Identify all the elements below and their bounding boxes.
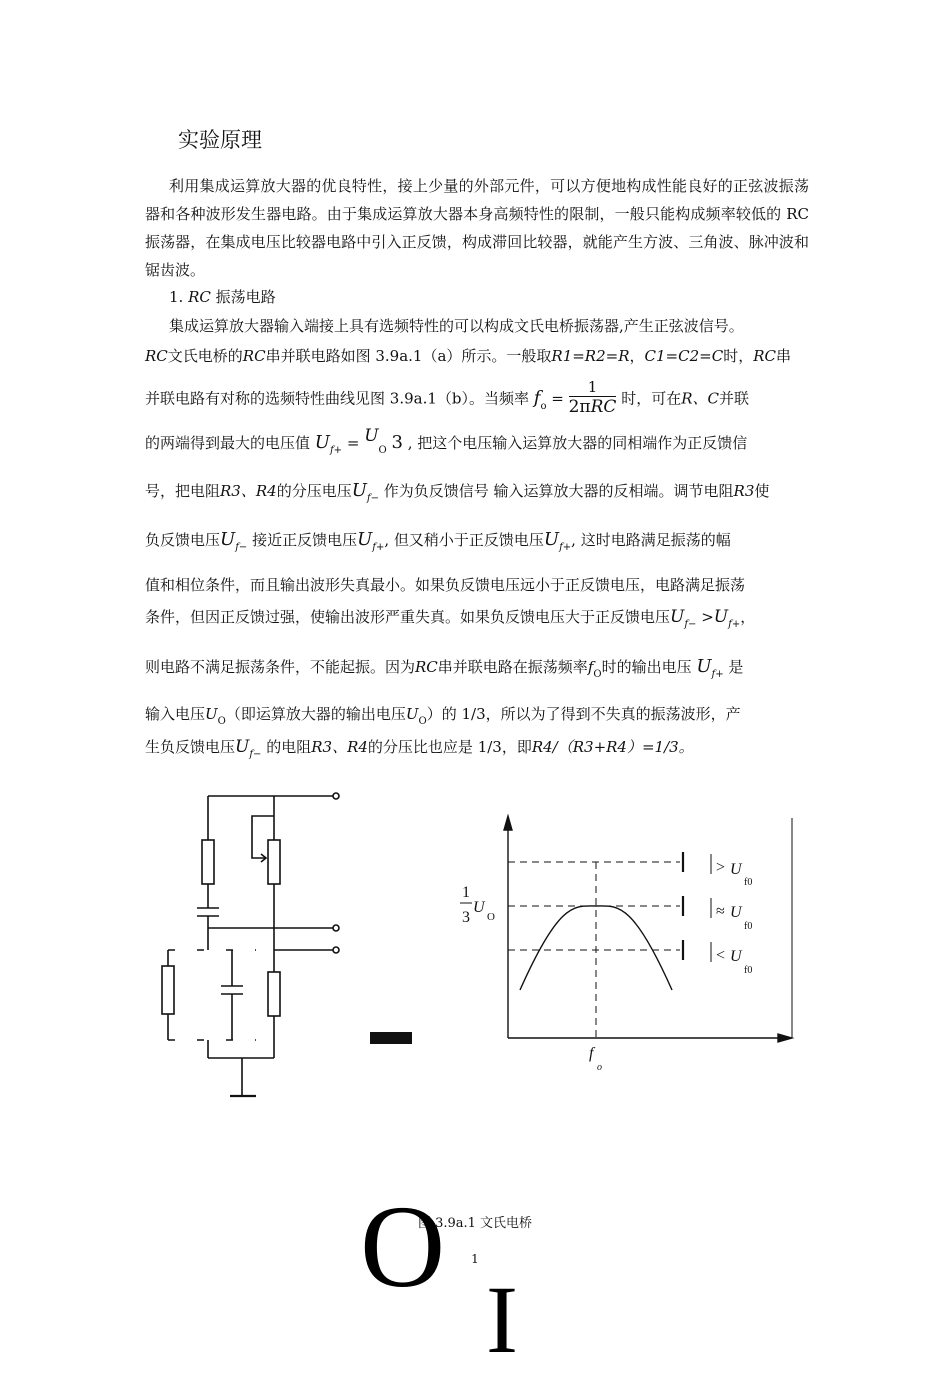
text-line-4: 的两端得到最大的电压值 $U_{f+}$ = U $_O$ 3 , 把这个电压输入运算放大器的同相端作为正反馈信 — [145, 426, 748, 456]
resistor-r2 — [162, 966, 174, 1014]
text-line-10: 输入电压$U_O$（即运算放大器的输出电压$U_O$）的 1/3，所以为了得到不失真的振荡波形，产 — [145, 705, 741, 727]
svg-text:≈: ≈ — [716, 903, 725, 920]
label-fo: f — [589, 1045, 594, 1062]
resistor-r1 — [202, 840, 214, 884]
label-u: U — [473, 899, 485, 916]
resistor-r4 — [268, 972, 280, 1016]
svg-text:f0: f0 — [744, 965, 753, 976]
label-one: 1 — [462, 884, 470, 901]
circuit-diagram — [162, 793, 339, 1096]
text-line-6: 负反馈电压$U_{f-}$ 接近正反馈电压$U_{f+}$, 但又稍小于正反馈电压$U_{f+}$, 这时电路满足振荡的幅 — [145, 529, 731, 553]
large-glyph-o: O — [360, 1181, 446, 1312]
text-line-3: 并联电路有对称的选频特性曲线见图 3.9a.1（b）。当频率 $f_o$ = $\frac{1}{\text{2πRC}}$ 时，可在R、C并联 — [145, 378, 750, 417]
u-over-3: U — [364, 426, 379, 446]
text-line-7: 值和相位条件，而且输出波形失真最小。如果负反馈电压远小于正反馈电压，电路满足振荡 — [145, 576, 746, 594]
page-number: 1 — [471, 1252, 479, 1266]
svg-text:>: > — [716, 859, 726, 876]
text-line-5: 号，把电阻R3、R4的分压电压$U_{f-}$ 作为负反馈信号 输入运算放大器的反相端。调节电阻R3使 — [145, 480, 770, 504]
label-three: 3 — [462, 909, 470, 926]
svg-text:U: U — [730, 904, 742, 921]
label-o: O — [487, 911, 495, 923]
large-glyph-i: I — [486, 1266, 518, 1373]
potentiometer-r3 — [268, 840, 280, 884]
figure-caption: 图 3.9a.1 文氏电桥 — [417, 1216, 533, 1231]
text-line-1: 集成运算放大器输入端接上具有选频特性的可以构成文氏电桥振荡器,产生正弦波信号。 — [169, 317, 744, 335]
svg-text:U: U — [730, 948, 742, 965]
intro-paragraph: 利用集成运算放大器的优良特性，接上少量的外部元件，可以方便地构成性能良好的正弦波振荡器和各种波形发生器电路。由于集成运算放大器本身高频特性的限制，一般只能构成频率较低的 RC 振荡器，在集成电压比较器电路中引入正反馈，构成滞回比较器，就能产生方波、三角波、脉冲波和锯齿波。 — [145, 177, 809, 279]
legend-approx — [711, 898, 752, 932]
subsection-title: 1. RC 振荡电路 — [169, 288, 276, 306]
frequency-response-graph — [460, 816, 792, 1073]
frequency-fraction: $\frac{1}{\text{2πRC}}$ — [568, 378, 617, 417]
text-line-9: 则电路不满足振荡条件，不能起振。因为RC串并联电路在振荡频率$f_O$时的输出电压 $U_{f+}$ 是 — [145, 656, 744, 680]
section-heading: 实验原理 — [178, 128, 262, 152]
black-bar — [370, 1032, 412, 1044]
label-fo-sub: o — [597, 1062, 602, 1073]
text-line-2: RC文氏电桥的RC串并联电路如图 3.9a.1（a）所示。一般取R1=R2=R，C1=C2=C时，RC串 — [145, 347, 791, 365]
svg-text:f0: f0 — [744, 921, 753, 932]
legend-gt — [711, 854, 752, 888]
svg-text:f0: f0 — [744, 877, 753, 888]
svg-text:U: U — [730, 861, 742, 878]
figure-wien-bridge — [0, 780, 950, 1110]
svg-text:<: < — [716, 947, 726, 964]
text-line-8: 条件，但因正反馈过强，使输出波形严重失真。如果负反馈电压大于正反馈电压$U_{f-} >U_{f+}$， — [145, 607, 756, 630]
text-line-11: 生负反馈电压$U_{f-}$ 的电阻R3、R4的分压比也应是 1/3，即R4/（R3+R4）=1/3。 — [145, 737, 694, 760]
legend-lt — [711, 942, 752, 976]
